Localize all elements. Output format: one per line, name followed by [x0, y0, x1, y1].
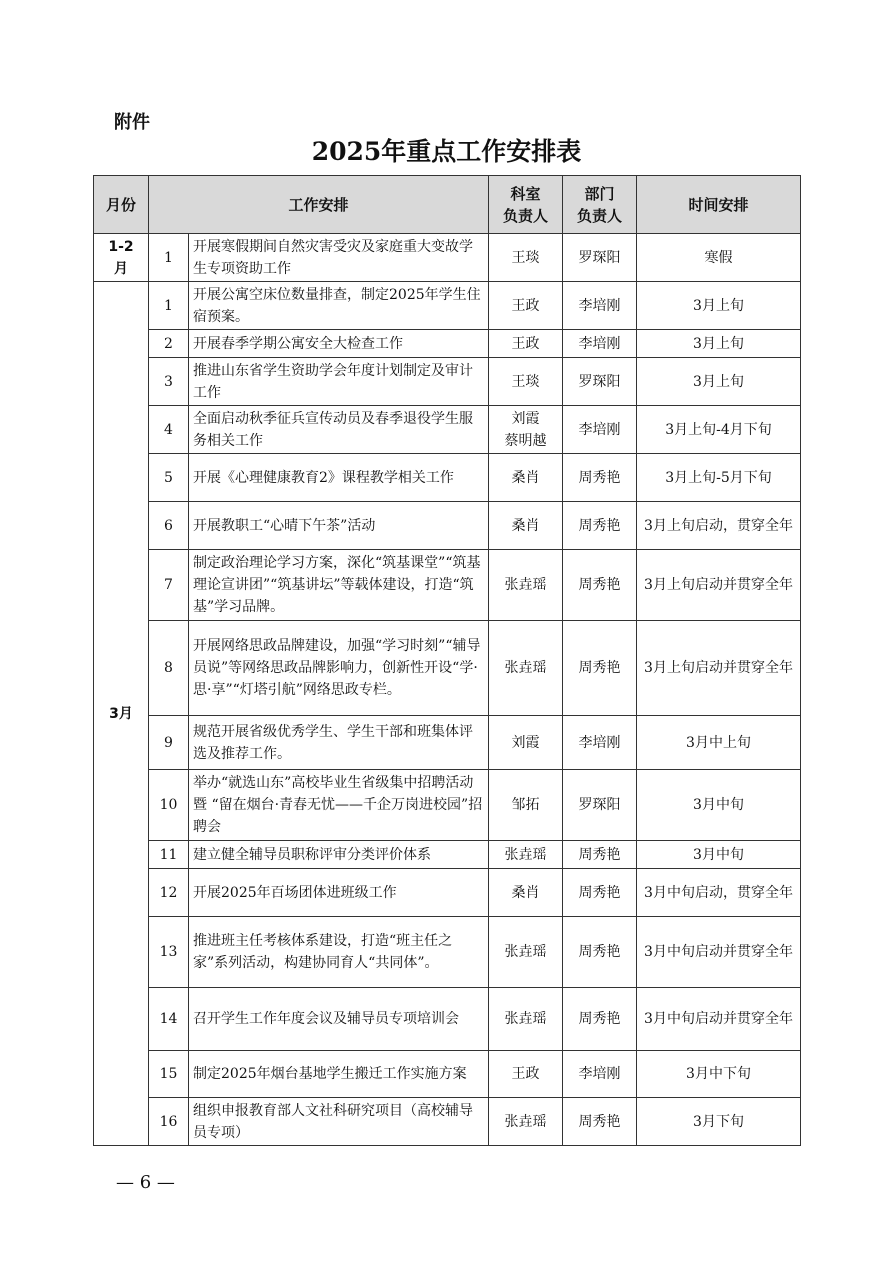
month-cell: 3月 [94, 282, 149, 1146]
time-cell: 3月上旬-5月下旬 [637, 454, 801, 502]
dept-lead-cell: 罗琛阳 [563, 234, 637, 282]
header-dept-lead: 部门 负责人 [563, 176, 637, 234]
time-cell: 3月中旬启动，贯穿全年 [637, 869, 801, 917]
row-number: 12 [149, 869, 189, 917]
dept-lead-cell: 李培刚 [563, 716, 637, 770]
work-plan-table [93, 175, 801, 1146]
header-month: 月份 [94, 176, 149, 234]
time-cell: 3月上旬启动，贯穿全年 [637, 502, 801, 550]
header-section-lead: 科室 负责人 [489, 176, 563, 234]
dept-lead-cell: 周秀艳 [563, 841, 637, 869]
section-lead-cell: 桑肖 [489, 502, 563, 550]
dept-lead-cell: 周秀艳 [563, 502, 637, 550]
time-cell: 3月中下旬 [637, 1051, 801, 1098]
section-lead-cell: 张垚瑶 [489, 621, 563, 716]
table-row [94, 454, 801, 502]
section-lead-cell: 刘霞 蔡明越 [489, 406, 563, 454]
section-lead-cell: 张垚瑶 [489, 550, 563, 621]
dept-lead-cell: 周秀艳 [563, 988, 637, 1051]
task-cell: 开展教职工“心晴下午茶”活动 [189, 502, 489, 550]
row-number: 11 [149, 841, 189, 869]
task-cell: 举办“就选山东”高校毕业生省级集中招聘活动暨 “留在烟台·青春无忧——千企万岗进校园”招聘会 [189, 770, 489, 841]
task-cell: 制定政治理论学习方案，深化“筑基课堂”“筑基理论宣讲团”“筑基讲坛”等载体建设，打造“筑基”学习品牌。 [189, 550, 489, 621]
dept-lead-cell: 李培刚 [563, 330, 637, 358]
dept-lead-cell: 周秀艳 [563, 454, 637, 502]
time-cell: 3月上旬启动并贯穿全年 [637, 621, 801, 716]
time-cell: 3月中旬启动并贯穿全年 [637, 988, 801, 1051]
table-row [94, 550, 801, 621]
task-cell: 组织申报教育部人文社科研究项目（高校辅导员专项） [189, 1098, 489, 1146]
table-row [94, 358, 801, 406]
task-cell: 开展寒假期间自然灾害受灾及家庭重大变故学生专项资助工作 [189, 234, 489, 282]
section-lead-cell: 邹拓 [489, 770, 563, 841]
row-number: 6 [149, 502, 189, 550]
task-cell: 推进班主任考核体系建设，打造“班主任之家”系列活动，构建协同育人“共同体”。 [189, 917, 489, 988]
task-cell: 开展公寓空床位数量排查，制定2025年学生住宿预案。 [189, 282, 489, 330]
dept-lead-cell: 李培刚 [563, 1051, 637, 1098]
dept-lead-cell: 罗琛阳 [563, 358, 637, 406]
dept-lead-cell: 周秀艳 [563, 917, 637, 988]
task-cell: 开展《心理健康教育2》课程教学相关工作 [189, 454, 489, 502]
time-cell: 3月下旬 [637, 1098, 801, 1146]
document-title: 2025年重点工作安排表 [311, 137, 582, 166]
table-row [94, 282, 801, 330]
time-cell: 3月上旬 [637, 358, 801, 406]
section-lead-cell: 王政 [489, 282, 563, 330]
table-row [94, 917, 801, 988]
table-row [94, 1051, 801, 1098]
section-lead-cell: 张垚瑶 [489, 917, 563, 988]
header-time: 时间安排 [637, 176, 801, 234]
section-lead-cell: 王政 [489, 330, 563, 358]
time-cell: 3月上旬 [637, 282, 801, 330]
time-cell: 3月中上旬 [637, 716, 801, 770]
task-cell: 开展2025年百场团体进班级工作 [189, 869, 489, 917]
row-number: 13 [149, 917, 189, 988]
row-number: 8 [149, 621, 189, 716]
table-row [94, 330, 801, 358]
table-row [94, 869, 801, 917]
table-row [94, 770, 801, 841]
row-number: 15 [149, 1051, 189, 1098]
task-cell: 全面启动秋季征兵宣传动员及春季退役学生服务相关工作 [189, 406, 489, 454]
month-cell: 1-2 月 [94, 234, 149, 282]
time-cell: 3月上旬-4月下旬 [637, 406, 801, 454]
row-number: 5 [149, 454, 189, 502]
row-number: 3 [149, 358, 189, 406]
table-row [94, 621, 801, 716]
page-number: — 6 — [116, 1172, 175, 1193]
time-cell: 3月上旬启动并贯穿全年 [637, 550, 801, 621]
row-number: 9 [149, 716, 189, 770]
section-lead-cell: 张垚瑶 [489, 841, 563, 869]
table-row [94, 988, 801, 1051]
section-lead-cell: 桑肖 [489, 454, 563, 502]
table-row [94, 841, 801, 869]
section-lead-cell: 张垚瑶 [489, 988, 563, 1051]
table-row [94, 1098, 801, 1146]
dept-lead-cell: 李培刚 [563, 282, 637, 330]
row-number: 4 [149, 406, 189, 454]
task-cell: 推进山东省学生资助学会年度计划制定及审计工作 [189, 358, 489, 406]
table-row [94, 716, 801, 770]
task-cell: 制定2025年烟台基地学生搬迁工作实施方案 [189, 1051, 489, 1098]
time-cell: 3月上旬 [637, 330, 801, 358]
dept-lead-cell: 李培刚 [563, 406, 637, 454]
table-row [94, 502, 801, 550]
time-cell: 3月中旬 [637, 841, 801, 869]
section-lead-cell: 刘霞 [489, 716, 563, 770]
time-cell: 寒假 [637, 234, 801, 282]
section-lead-cell: 桑肖 [489, 869, 563, 917]
dept-lead-cell: 周秀艳 [563, 621, 637, 716]
row-number: 1 [149, 234, 189, 282]
task-cell: 召开学生工作年度会议及辅导员专项培训会 [189, 988, 489, 1051]
row-number: 7 [149, 550, 189, 621]
table-header-row [94, 176, 801, 234]
attachment-label: 附件 [114, 112, 150, 133]
row-number: 2 [149, 330, 189, 358]
section-lead-cell: 王政 [489, 1051, 563, 1098]
task-cell: 开展春季学期公寓安全大检查工作 [189, 330, 489, 358]
section-lead-cell: 王琰 [489, 234, 563, 282]
row-number: 1 [149, 282, 189, 330]
time-cell: 3月中旬 [637, 770, 801, 841]
table-row [94, 406, 801, 454]
dept-lead-cell: 周秀艳 [563, 1098, 637, 1146]
task-cell: 开展网络思政品牌建设，加强“学习时刻”“辅导员说”等网络思政品牌影响力，创新性开设“学·思·享”“灯塔引航”网络思政专栏。 [189, 621, 489, 716]
dept-lead-cell: 罗琛阳 [563, 770, 637, 841]
row-number: 10 [149, 770, 189, 841]
section-lead-cell: 王琰 [489, 358, 563, 406]
dept-lead-cell: 周秀艳 [563, 869, 637, 917]
row-number: 14 [149, 988, 189, 1051]
dept-lead-cell: 周秀艳 [563, 550, 637, 621]
task-cell: 建立健全辅导员职称评审分类评价体系 [189, 841, 489, 869]
time-cell: 3月中旬启动并贯穿全年 [637, 917, 801, 988]
table-row [94, 234, 801, 282]
row-number: 16 [149, 1098, 189, 1146]
section-lead-cell: 张垚瑶 [489, 1098, 563, 1146]
task-cell: 规范开展省级优秀学生、学生干部和班集体评选及推荐工作。 [189, 716, 489, 770]
header-task: 工作安排 [149, 176, 489, 234]
